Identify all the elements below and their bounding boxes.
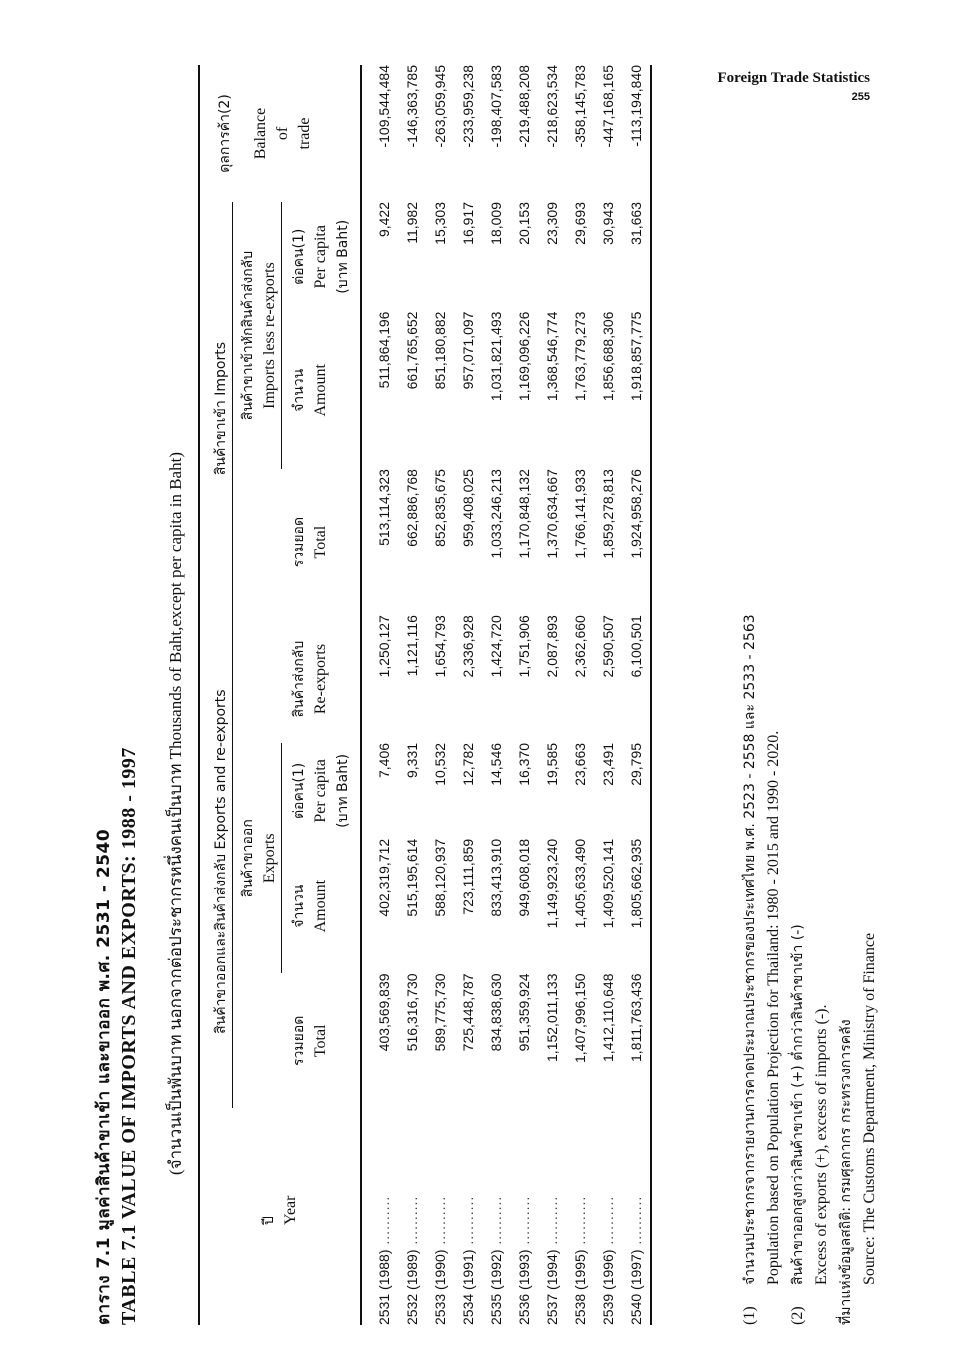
year-cell: 2537 (1994) ..........	[544, 1195, 560, 1325]
reexp-cell: 1,424,720	[488, 615, 504, 678]
note-1: (1) จำนวนประชากรจากรายงานการคาดประมาณประชากรของประเทศไทย พ.ศ. 2523 - 2558 และ 2533 - 2563	[741, 614, 758, 1325]
year-cell: 2536 (1993) ..........	[516, 1195, 532, 1325]
exp-total-cell: 834,838,630	[488, 973, 504, 1052]
year-header: ปี Year	[261, 1195, 299, 1225]
table-row	[510, 65, 538, 1325]
source-thai: ที่มาแห่งข้อมูลสถิติ: กรมศุลกากร กระทรวงการคลัง	[838, 1019, 854, 1325]
balance-cell: -198,407,583	[488, 65, 504, 148]
reexp-cell: 1,121,116	[404, 615, 420, 677]
imports-group-header: สินค้าขาเข้า Imports	[199, 202, 233, 615]
imp-pc-cell: 20,153	[516, 202, 532, 245]
exports-group-header: สินค้าขาออกและสินค้าส่งกลับ Exports and re-exports	[199, 615, 233, 1108]
imp-pc-cell: 30,943	[600, 202, 616, 245]
exp-pc-cell: 12,782	[460, 742, 476, 786]
table-row	[426, 65, 454, 1325]
balance-header: ดุลการค้า(2) Balance of trade	[217, 94, 313, 173]
imp-pc-cell: 11,982	[404, 202, 420, 244]
exp-pc-cell: 14,546	[488, 742, 504, 786]
balance-cell: -146,363,785	[404, 65, 420, 148]
table-row	[538, 65, 566, 1325]
exports-sub-header: สินค้าขาออก Exports	[233, 743, 282, 974]
imp-pc-cell: 29,693	[572, 202, 588, 245]
notes-block	[738, 65, 882, 1325]
reexp-cell: 2,087,893	[544, 615, 560, 678]
note-2: (2) สินค้าขาออกสูงกว่าสินค้าขาเข้า (+) ต่ำกว่าสินค้าขาเข้า (-)	[789, 924, 806, 1325]
imp-pc-cell: 18,009	[488, 202, 504, 245]
exp-amount-cell: 1,405,633,490	[572, 838, 588, 929]
reexp-cell: 1,250,127	[376, 615, 392, 678]
reexp-cell: 1,751,906	[516, 615, 532, 678]
year-cell: 2538 (1995) ..........	[572, 1195, 588, 1325]
exp-amount-cell: 588,120,937	[432, 838, 448, 917]
imp-total-cell: 1,370,634,667	[544, 469, 560, 559]
imp-pc-cell: 16,917	[460, 202, 476, 245]
imp-total-cell: 662,886,768	[404, 469, 420, 547]
reexp-cell: 6,100,501	[628, 615, 644, 678]
reexp-cell: 1,654,793	[432, 615, 448, 678]
imp-amount-cell: 661,765,652	[404, 311, 420, 390]
year-cell: 2533 (1990) ..........	[432, 1195, 448, 1325]
exp-amount-cell: 402,319,712	[376, 838, 392, 917]
imp-total-header: รวมยอด Total	[291, 516, 329, 568]
table-row	[622, 65, 651, 1325]
exp-amount-cell: 1,805,662,935	[628, 838, 644, 929]
exp-pc-cell: 29,795	[628, 742, 644, 786]
imports-sub-header: สินค้าขาเข้าหักสินค้าส่งกลับ Imports less re-exports	[233, 202, 282, 469]
rotated-table-page	[90, 65, 880, 1325]
exp-total-cell: 589,775,730	[432, 973, 448, 1052]
imp-total-cell: 1,859,278,813	[600, 469, 616, 559]
imp-total-cell: 513,114,323	[376, 469, 392, 546]
year-cell: 2534 (1991) ..........	[460, 1195, 476, 1325]
imp-amount-cell: 511,864,196	[376, 311, 392, 389]
unit-note: (จำนวนเป็นพันบาท นอกจากต่อประชากรหนึ่งคนเป็นบาท Thousands of Baht,except per capita in Baht)	[166, 452, 185, 1175]
table-row	[482, 65, 510, 1325]
exp-amount-cell: 515,195,614	[404, 838, 420, 917]
note-1-english: Population based on Population Projection for Thailand: 1980 - 2015 and 1990 - 2020.	[765, 730, 782, 1285]
balance-cell: -358,145,783	[572, 65, 588, 148]
table-row	[398, 65, 426, 1325]
table-row	[566, 65, 594, 1325]
balance-cell: -109,544,484	[376, 65, 392, 148]
imp-amount-cell: 1,368,546,774	[544, 311, 560, 402]
exp-total-cell: 516,316,730	[404, 973, 420, 1052]
imp-pc-cell: 9,422	[376, 202, 392, 238]
exp-amount-cell: 949,608,018	[516, 838, 532, 917]
year-cell: 2540 (1997) ..........	[628, 1195, 644, 1325]
exp-total-cell: 1,811,763,436	[628, 973, 644, 1062]
exp-pc-cell: 19,585	[544, 742, 560, 786]
imp-pc-cell: 15,303	[432, 202, 448, 245]
balance-cell: -113,194,840	[628, 65, 644, 147]
imp-amount-cell: 1,763,779,273	[572, 311, 588, 402]
exp-pc-cell: 23,663	[572, 742, 588, 786]
reexp-cell: 2,336,928	[460, 615, 476, 678]
exp-pc-cell: 7,406	[376, 742, 392, 778]
imp-pc-cell: 23,309	[544, 202, 560, 245]
exp-pc-cell: 16,370	[516, 742, 532, 786]
table-row	[594, 65, 622, 1325]
balance-cell: -447,168,165	[600, 65, 616, 148]
year-cell: 2539 (1996) ..........	[600, 1195, 616, 1325]
balance-cell: -263,059,945	[432, 65, 448, 148]
exp-total-cell: 1,412,110,648	[600, 973, 616, 1062]
exp-amount-cell: 723,111,859	[460, 838, 476, 915]
reexp-cell: 2,590,507	[600, 615, 616, 678]
note-2-english: Excess of exports (+), excess of imports (-).	[813, 1004, 830, 1285]
page-number: 255	[851, 91, 870, 103]
table-body	[361, 65, 651, 1325]
balance-cell: -233,959,238	[460, 65, 476, 148]
exp-pc-cell: 9,331	[404, 742, 420, 778]
imp-amount-header: จำนวน Amount	[291, 364, 329, 417]
imp-total-cell: 1,924,958,276	[628, 469, 644, 559]
imp-amount-cell: 1,169,096,226	[516, 311, 532, 402]
imp-amount-cell: 1,856,688,306	[600, 311, 616, 402]
table-row	[361, 65, 398, 1325]
imp-per-capita-header: ต่อคน(1) Per capita (บาท Baht)	[291, 219, 351, 294]
imp-total-cell: 1,170,848,132	[516, 469, 532, 559]
imp-amount-cell: 851,180,882	[432, 311, 448, 390]
imp-amount-cell: 1,031,821,493	[488, 311, 504, 402]
imp-total-cell: 1,033,246,213	[488, 469, 504, 559]
reexp-cell: 2,362,660	[572, 615, 588, 678]
imp-total-cell: 959,408,025	[460, 469, 476, 547]
imp-amount-cell: 957,071,097	[460, 311, 476, 390]
year-cell: 2532 (1989) ..........	[404, 1195, 420, 1325]
exp-total-cell: 725,448,787	[460, 973, 476, 1052]
series-title: Foreign Trade Statistics	[717, 70, 870, 86]
year-cell: 2535 (1992) ..........	[488, 1195, 504, 1325]
exp-pc-cell: 23,491	[600, 742, 616, 786]
exp-pc-cell: 10,532	[432, 742, 448, 786]
imp-total-cell: 852,835,675	[432, 469, 448, 547]
exp-total-header: รวมยอด Total	[291, 1015, 329, 1066]
header-row-groups	[199, 65, 233, 1325]
table-title-english: TABLE 7.1 VALUE OF IMPORTS AND EXPORTS: 1988 - 1997	[118, 747, 140, 1325]
imp-pc-cell: 31,663	[628, 202, 644, 245]
reexports-header: สินค้าส่งกลับ Re-exports	[291, 640, 329, 718]
exp-amount-cell: 1,149,923,240	[544, 838, 560, 929]
exp-total-cell: 951,359,924	[516, 973, 532, 1052]
balance-cell: -219,488,208	[516, 65, 532, 148]
table-title-thai: ตาราง 7.1 มูลค่าสินค้าขาเข้า และขาออก พ.ศ. 2531 - 2540	[94, 828, 114, 1325]
balance-cell: -218,623,534	[544, 65, 560, 148]
trade-table	[198, 65, 652, 1325]
imp-total-cell: 1,766,141,933	[572, 469, 588, 559]
exp-amount-cell: 1,409,520,141	[600, 838, 616, 929]
year-cell: 2531 (1988) ..........	[376, 1195, 392, 1325]
exp-per-capita-header: ต่อคน(1) Per capita (บาท Baht)	[291, 753, 351, 828]
exp-total-cell: 1,152,011,133	[544, 973, 560, 1062]
exp-total-cell: 403,569,839	[376, 973, 392, 1052]
exp-total-cell: 1,407,996,150	[572, 973, 588, 1064]
exp-amount-header: จำนวน Amount	[291, 879, 329, 933]
table-row	[454, 65, 482, 1325]
imp-amount-cell: 1,918,857,775	[628, 311, 644, 402]
exp-amount-cell: 833,413,910	[488, 838, 504, 917]
source-english: Source: The Customs Department, Ministry of Finance	[861, 932, 878, 1285]
